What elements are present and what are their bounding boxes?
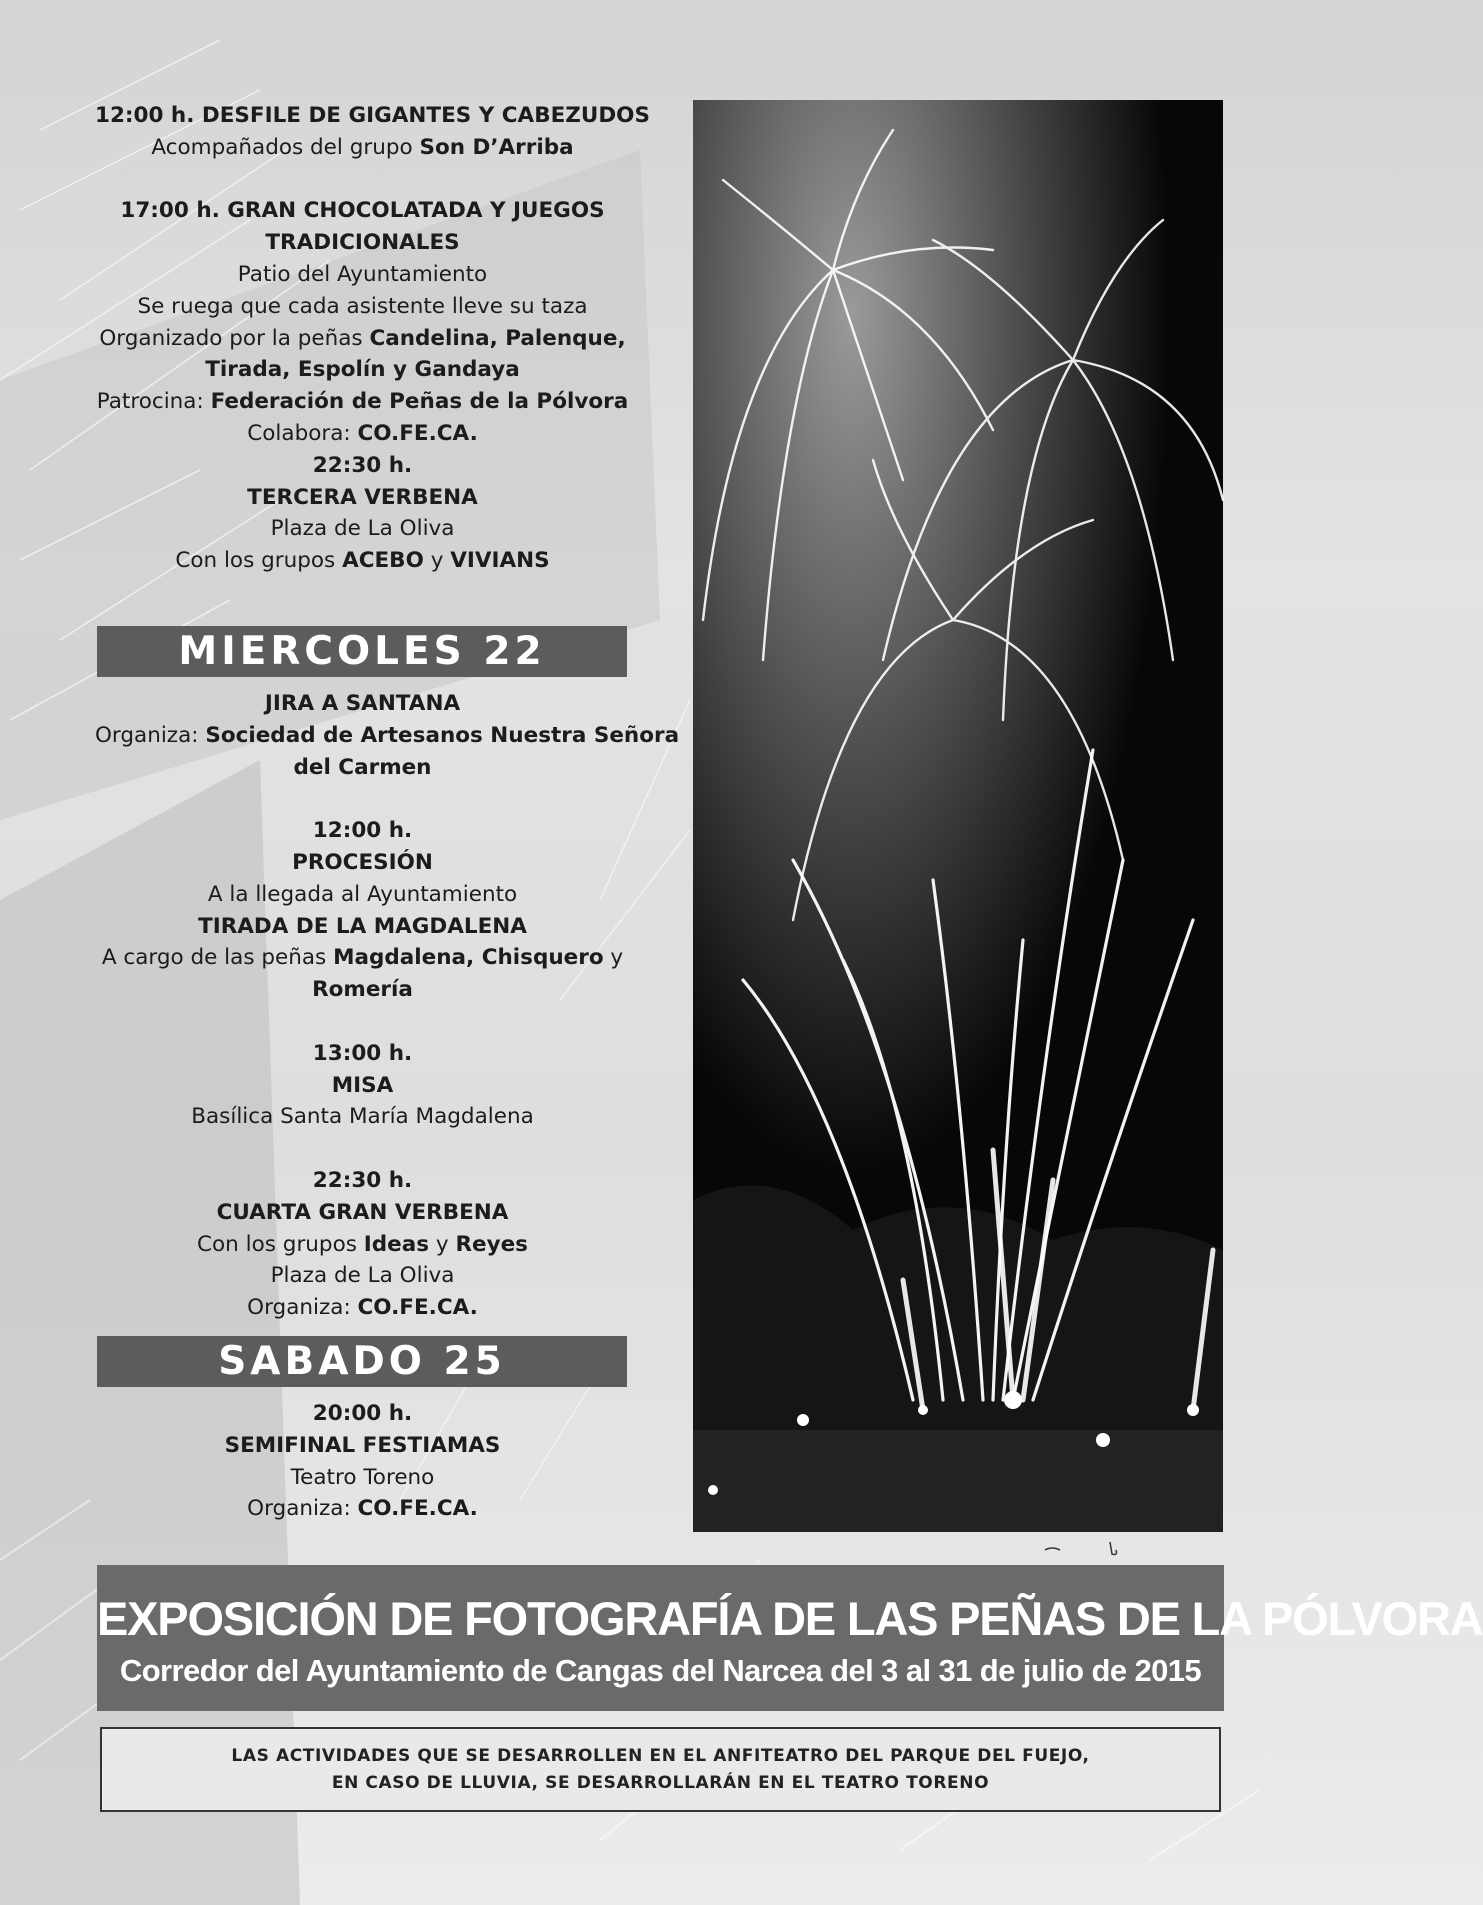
schedule-line xyxy=(95,1197,630,1229)
schedule-text-bold: Sociedad de Artesanos Nuestra Señora xyxy=(205,722,680,748)
schedule-text-bold: SEMIFINAL FESTIAMAS xyxy=(224,1432,501,1458)
schedule-line xyxy=(95,354,630,386)
schedule-text-bold: CUARTA GRAN VERBENA xyxy=(216,1199,509,1225)
exhibition-title: EXPOSICIÓN DE FOTOGRAFÍA DE LAS PEÑAS DE LA PÓLVORA xyxy=(97,1592,1483,1645)
schedule-text: Patio del Ayuntamiento xyxy=(237,261,488,287)
schedule-text-bold: 22:30 h. xyxy=(312,1167,413,1193)
schedule-text-bold: Federación de Peñas de la Pólvora xyxy=(210,389,629,415)
schedule-text-bold: CO.FE.CA. xyxy=(357,1295,478,1321)
schedule-text: Patrocina: xyxy=(96,389,211,415)
schedule-text: Colabora: xyxy=(247,420,358,446)
schedule-text: A la llegada al Ayuntamiento xyxy=(207,881,518,907)
schedule-text: Teatro Toreno xyxy=(290,1464,435,1490)
schedule-line xyxy=(95,323,630,355)
schedule-line xyxy=(95,1165,630,1197)
schedule-line xyxy=(95,752,630,784)
saturday-schedule xyxy=(95,1398,630,1525)
schedule-line xyxy=(95,720,680,752)
schedule-text: A cargo de las peñas xyxy=(101,945,334,971)
rain-notice-box xyxy=(100,1727,1221,1812)
schedule-line xyxy=(95,1292,630,1324)
day-banner-wednesday xyxy=(97,626,627,677)
schedule-line xyxy=(95,545,630,577)
schedule-line xyxy=(95,942,630,974)
schedule-line xyxy=(95,879,630,911)
schedule-text: Plaza de La Oliva xyxy=(270,516,455,542)
tuesday-schedule xyxy=(95,100,650,577)
schedule-text: Basílica Santa María Magdalena xyxy=(191,1104,534,1130)
schedule-text-bold: 20:00 h. xyxy=(312,1401,413,1426)
exhibition-banner xyxy=(97,1565,1483,1711)
exhibition-subtitle: Corredor del Ayuntamiento de Cangas del Narcea del 3 al 31 de julio de 2015 xyxy=(119,1653,1202,1688)
day-banner-saturday xyxy=(97,1336,627,1387)
schedule-text-bold: Reyes xyxy=(455,1231,528,1257)
schedule-text: Acompañados del grupo xyxy=(151,134,420,160)
schedule-text-bold: TRADICIONALES xyxy=(265,230,460,256)
schedule-text-bold: PROCESIÓN xyxy=(292,849,433,875)
schedule-line xyxy=(95,911,630,943)
schedule-line xyxy=(95,195,630,227)
schedule-text-bold: Son D’Arriba xyxy=(419,134,574,160)
schedule-text: Plaza de La Oliva xyxy=(270,1263,455,1289)
schedule-text: Organiza: xyxy=(247,1295,358,1321)
schedule-line xyxy=(95,1462,630,1494)
schedule-line xyxy=(95,1038,630,1070)
schedule-text-bold: Ideas xyxy=(363,1231,430,1257)
schedule-line xyxy=(95,100,650,132)
schedule-line xyxy=(95,974,630,1006)
notice-line: LAS ACTIVIDADES QUE SE DESARROLLEN EN EL ANFITEATRO DEL PARQUE DEL FUEJO, xyxy=(231,1746,1090,1766)
schedule-line xyxy=(95,482,630,514)
schedule-text-bold: 12:00 h. xyxy=(312,818,413,844)
wednesday-schedule xyxy=(95,688,680,1324)
schedule-text: Organizado por la peñas xyxy=(99,325,370,351)
schedule-text-bold: CO.FE.CA. xyxy=(357,420,478,446)
schedule-line xyxy=(95,259,630,291)
schedule-line xyxy=(95,1101,630,1133)
schedule-text-bold: MISA xyxy=(331,1072,394,1098)
schedule-line xyxy=(95,513,630,545)
schedule-line xyxy=(95,1229,630,1261)
schedule-text-bold: 17:00 h. GRAN CHOCOLATADA Y JUEGOS xyxy=(120,198,605,224)
schedule-line xyxy=(95,1493,630,1525)
schedule-text-bold: ACEBO xyxy=(342,548,424,574)
spacer xyxy=(95,164,630,196)
day-banner-label: SABADO 25 xyxy=(218,1339,506,1384)
schedule-line xyxy=(95,418,630,450)
schedule-text-bold: Romería xyxy=(312,977,413,1003)
schedule-text-bold: CO.FE.CA. xyxy=(357,1496,478,1522)
schedule-text: Se ruega que cada asistente lleve su taza xyxy=(137,293,588,319)
schedule-line xyxy=(95,688,630,720)
schedule-text-bold: VIVIANS xyxy=(450,548,550,574)
schedule-line xyxy=(95,386,630,418)
schedule-text: Con los grupos xyxy=(197,1231,364,1257)
schedule-text: y xyxy=(603,945,624,971)
schedule-text-bold: Magdalena, Chisquero xyxy=(333,945,604,971)
schedule-line xyxy=(95,1260,630,1292)
schedule-text-bold: 22:30 h. xyxy=(312,452,413,478)
schedule-line xyxy=(95,1398,630,1430)
schedule-line xyxy=(95,132,630,164)
schedule-line xyxy=(95,1430,630,1462)
spacer xyxy=(95,1006,630,1038)
schedule-line xyxy=(95,450,630,482)
notice-line: EN CASO DE LLUVIA, SE DESARROLLARÁN EN EL TEATRO TORENO xyxy=(331,1773,990,1793)
schedule-text: Organiza: xyxy=(247,1496,358,1522)
schedule-text-bold: Tirada, Espolín y Gandaya xyxy=(205,357,520,383)
schedule-text-bold: 12:00 h. DESFILE DE GIGANTES Y CABEZUDOS xyxy=(95,103,650,128)
schedule-text-bold: JIRA A SANTANA xyxy=(264,691,461,716)
schedule-line xyxy=(95,847,630,879)
schedule-line xyxy=(95,815,630,847)
schedule-text-bold: TERCERA VERBENA xyxy=(247,484,478,510)
schedule-text-bold: TIRADA DE LA MAGDALENA xyxy=(198,913,527,939)
schedule-text: Organiza: xyxy=(95,722,206,748)
schedule-text: Con los grupos xyxy=(175,548,343,574)
schedule-line xyxy=(95,291,630,323)
schedule-text: y xyxy=(429,1231,456,1257)
schedule-line xyxy=(95,1070,630,1102)
spacer xyxy=(95,783,630,815)
schedule-text-bold: 13:00 h. xyxy=(312,1040,413,1066)
schedule-text: y xyxy=(423,548,451,574)
schedule-text-bold: del Carmen xyxy=(293,754,432,780)
day-banner-label: MIERCOLES 22 xyxy=(178,629,546,674)
spacer xyxy=(95,1133,630,1165)
fireworks-photo xyxy=(693,100,1223,1532)
schedule-text-bold: Candelina, Palenque, xyxy=(369,325,626,351)
photographer-signature xyxy=(1040,1538,1140,1560)
schedule-line xyxy=(95,227,630,259)
